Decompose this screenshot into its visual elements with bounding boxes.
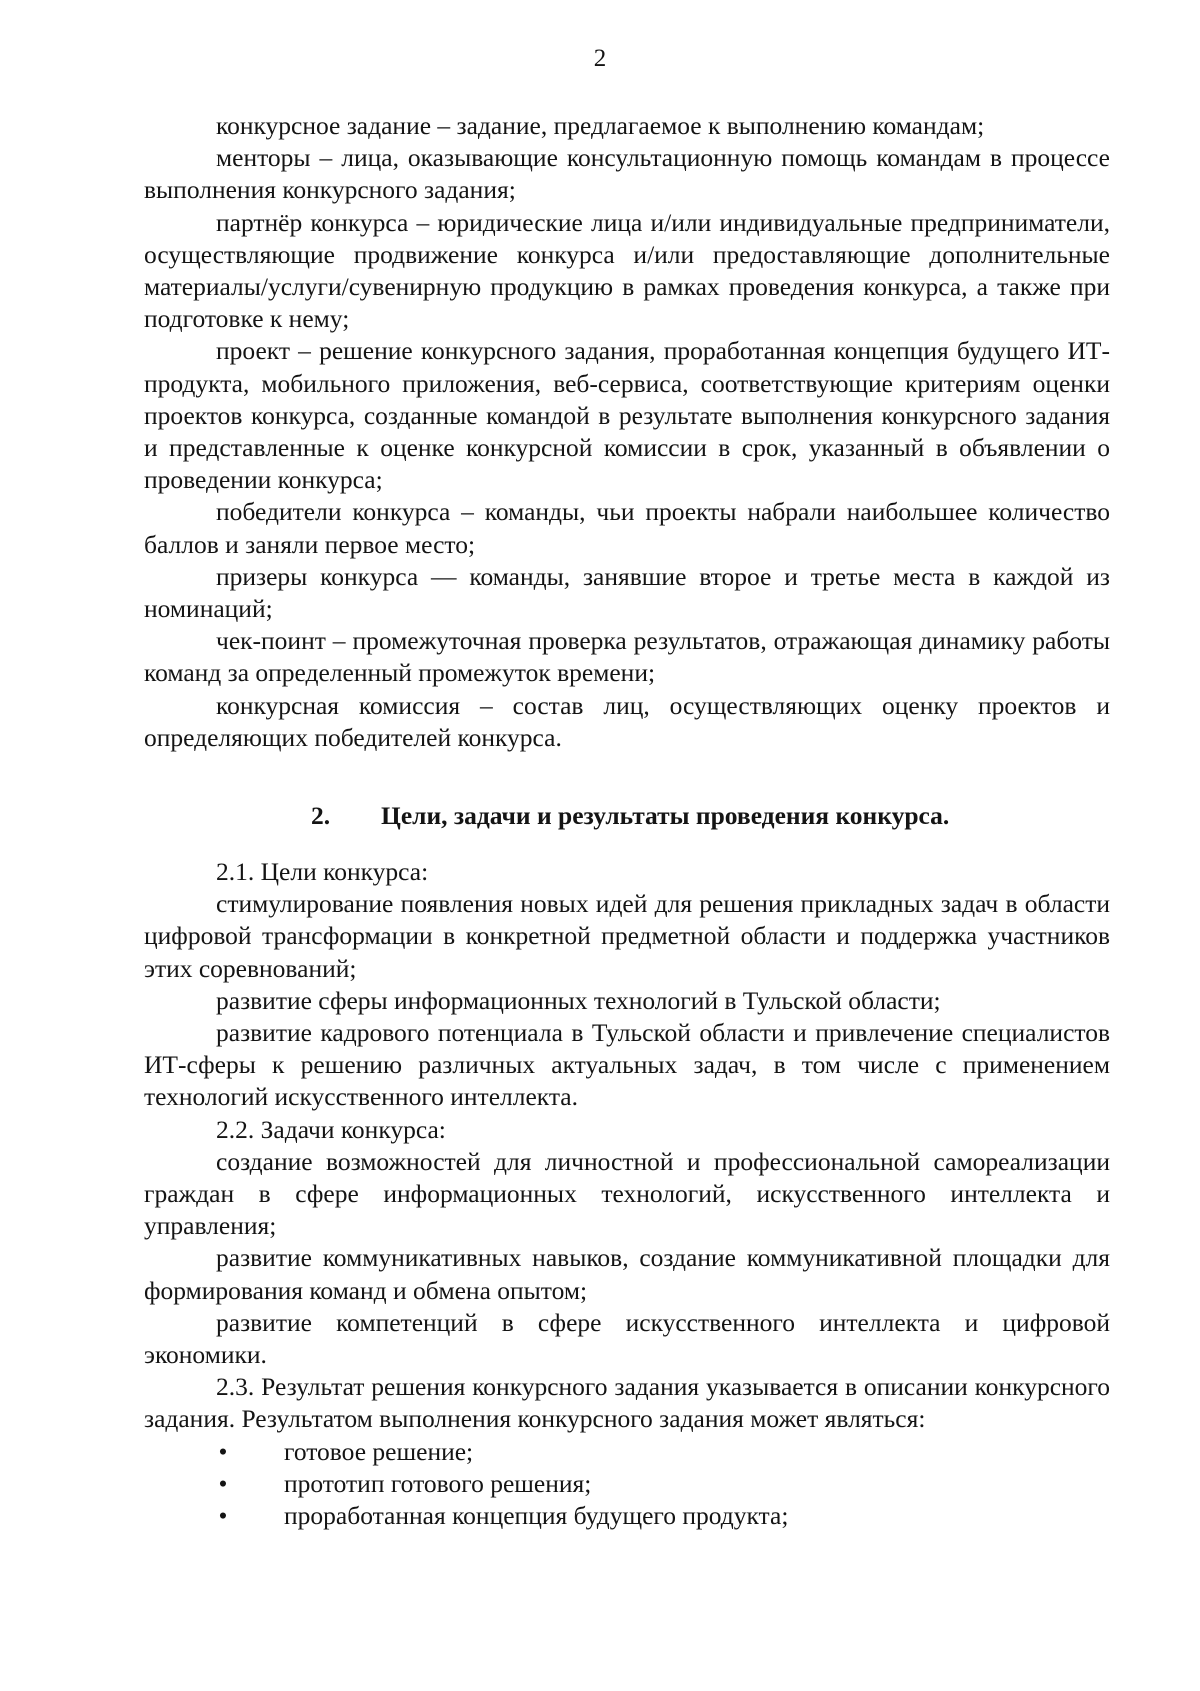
tasks-heading: 2.2. Задачи конкурса: [216,1114,446,1144]
bullet-icon: • [218,1501,228,1531]
section-title: Цели, задачи и результаты проведения конкурса. [381,801,950,830]
list-item [144,1436,1110,1468]
results-list [144,1436,1110,1533]
task-item: развитие коммуникативных навыков, создание коммуникативной площадки для формирования команд и обмена опытом; [144,1243,1110,1305]
definitions-list [144,110,1110,754]
definition-item: партнёр конкурса – юридические лица и/или индивидуальные предприниматели, осуществляющие продвижение конкурса и/или предоставляющие дополнительные материалы/услуги/сувенирную продукцию в рамках проведения конкурса, а также при подготовке к нему; [144,207,1110,334]
task-item: развитие компетенций в сфере искусственного интеллекта и цифровой экономики. [144,1307,1110,1370]
definition-item: конкурсная комиссия – состав лиц, осуществляющих оценку проектов и определяющих победителей конкурса. [144,690,1110,752]
list-item [144,1500,1110,1532]
definition-item: проект – решение конкурсного задания, проработанная концепция будущего ИТ-продукта, мобильного приложения, веб-сервиса, соответствующие критериям оценки проектов конкурса, созданные командой в результате выполнения конкурсного задания и представленные к оценке конкурсной комиссии в срок, указанный в объявлении о проведении конкурса; [144,336,1110,495]
result-item: проработанная концепция будущего продукта; [284,1501,789,1531]
task-item: создание возможностей для личностной и профессиональной самореализации граждан в сфере информационных технологий, искусственного интеллекта и управления; [144,1146,1110,1241]
definition-item: менторы – лица, оказывающие консультационную помощь командам в процессе выполнения конкурсного задания; [144,143,1110,205]
result-item: готовое решение; [284,1436,474,1466]
definition-item: конкурсное задание – задание, предлагаемое к выполнению командам; [216,111,985,140]
definition-item: чек-поинт – промежуточная проверка результатов, отражающая динамику работы команд за определенный промежуток времени; [144,626,1110,688]
goal-item: стимулирование появления новых идей для решения прикладных задач в области цифровой трансформации в конкретной предметной области и поддержка участников этих соревнований; [144,889,1110,983]
goals-heading: 2.1. Цели конкурса: [216,857,429,886]
list-item [144,1468,1110,1500]
goal-item: развитие кадрового потенциала в Тульской области и привлечение специалистов ИТ-сферы к решению различных актуальных задач, в том числе с применением технологий искусственного интеллекта. [144,1018,1110,1112]
definition-item: призеры конкурса — команды, занявшие второе и третье места в каждой из номинаций; [144,561,1110,624]
definition-item: победители конкурса – команды, чьи проекты набрали наибольшее количество баллов и заняли первое место; [144,497,1110,559]
bullet-icon: • [218,1468,228,1498]
results-paragraph: 2.3. Результат решения конкурсного задания указывается в описании конкурсного задания. Результатом выполнения конкурсного задания может являться: [144,1372,1110,1434]
section-heading [311,800,949,832]
bullet-icon: • [218,1436,228,1466]
section-number: 2. [311,801,331,830]
goal-item: развитие сферы информационных технологий в Тульской области; [216,985,941,1015]
section-body [144,856,1110,1532]
page-number: 2 [593,45,607,72]
result-item: прототип готового решения; [284,1468,592,1498]
